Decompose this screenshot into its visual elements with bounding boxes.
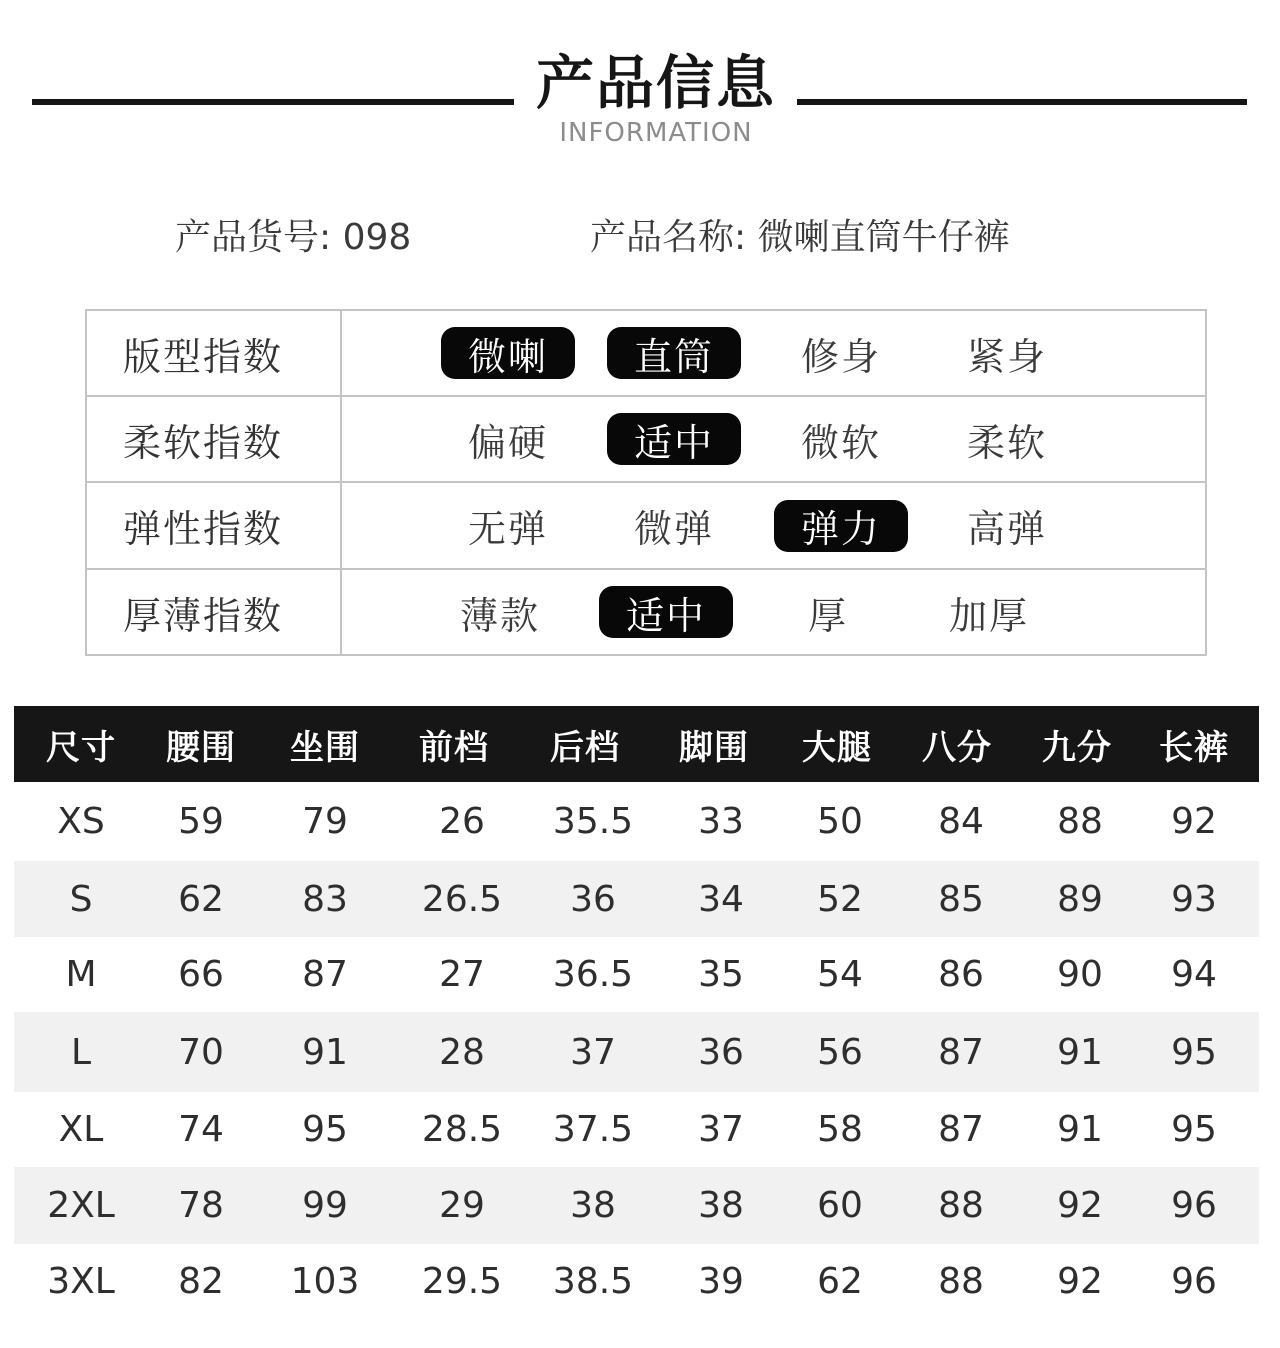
size-value-cell: 38: [698, 1185, 744, 1226]
index-option: 偏硬: [467, 420, 548, 465]
size-value-cell: 99: [302, 1185, 348, 1226]
size-value-cell: 92: [1057, 1261, 1103, 1302]
size-value-cell: 36: [570, 878, 616, 920]
size-value-cell: 37: [570, 1031, 616, 1073]
size-header-cell: 后档: [550, 727, 620, 768]
size-value-cell: 96: [1171, 1261, 1217, 1302]
index-row: [87, 311, 1205, 397]
size-value-cell: 95: [1171, 1031, 1217, 1073]
index-row: [87, 483, 1205, 570]
index-label: 版型指数: [87, 311, 342, 395]
size-label-cell: S: [69, 878, 93, 920]
size-label-cell: XS: [57, 801, 105, 842]
size-label-cell: M: [65, 954, 97, 995]
index-option-selected: 微喇: [441, 327, 575, 379]
size-value-cell: 85: [938, 878, 984, 920]
index-row: [87, 397, 1205, 483]
index-option: 加厚: [948, 593, 1029, 638]
size-value-cell: 26.5: [421, 878, 503, 920]
size-value-cell: 26: [439, 801, 485, 842]
size-value-cell: 70: [178, 1031, 224, 1073]
size-value-cell: 95: [1171, 1109, 1217, 1150]
size-value-cell: 91: [1057, 1031, 1103, 1073]
table-row: [14, 1244, 1259, 1319]
size-table-header: [14, 706, 1259, 782]
size-value-cell: 35: [698, 954, 744, 995]
size-header-cell: 九分: [1042, 727, 1112, 768]
index-option-selected: 适中: [599, 586, 733, 638]
size-value-cell: 103: [290, 1261, 360, 1302]
size-value-cell: 39: [698, 1261, 744, 1302]
index-option: 修身: [800, 334, 881, 379]
size-header-cell: 前档: [419, 727, 489, 768]
size-value-cell: 34: [698, 878, 744, 920]
size-value-cell: 93: [1171, 878, 1217, 920]
size-value-cell: 56: [817, 1031, 863, 1073]
size-value-cell: 94: [1171, 954, 1217, 995]
size-value-cell: 87: [938, 1031, 984, 1073]
size-header-cell: 八分: [922, 727, 992, 768]
index-option: 紧身: [966, 334, 1047, 379]
index-option: 厚: [807, 593, 848, 638]
size-label-cell: L: [70, 1031, 92, 1073]
index-label: 厚薄指数: [87, 570, 342, 654]
table-row: [14, 937, 1259, 1012]
size-value-cell: 88: [938, 1261, 984, 1302]
index-option: 微软: [800, 420, 881, 465]
size-value-cell: 27: [439, 954, 485, 995]
size-value-cell: 37: [698, 1109, 744, 1150]
size-value-cell: 29: [439, 1185, 485, 1226]
table-row: [14, 1012, 1259, 1092]
size-value-cell: 33: [698, 801, 744, 842]
size-value-cell: 35.5: [552, 801, 634, 842]
size-value-cell: 50: [817, 801, 863, 842]
size-value-cell: 87: [938, 1109, 984, 1150]
size-value-cell: 62: [817, 1261, 863, 1302]
size-value-cell: 28.5: [421, 1109, 503, 1150]
index-option: 高弹: [966, 507, 1047, 551]
index-label: 弹性指数: [87, 483, 342, 568]
index-option: 微弹: [633, 507, 714, 551]
size-value-cell: 92: [1171, 801, 1217, 842]
size-value-cell: 96: [1171, 1185, 1217, 1226]
index-option: 薄款: [459, 593, 540, 638]
product-name: 产品名称: 微喇直筒牛仔裤: [590, 217, 1010, 258]
size-value-cell: 58: [817, 1109, 863, 1150]
size-value-cell: 37.5: [552, 1109, 634, 1150]
size-value-cell: 78: [178, 1185, 224, 1226]
size-value-cell: 95: [302, 1109, 348, 1150]
table-row: [14, 1167, 1259, 1244]
size-label-cell: 3XL: [47, 1261, 115, 1302]
size-value-cell: 74: [178, 1109, 224, 1150]
size-header-cell: 坐围: [290, 727, 360, 768]
size-value-cell: 83: [302, 878, 348, 920]
size-value-cell: 66: [178, 954, 224, 995]
size-value-cell: 88: [938, 1185, 984, 1226]
header-rule-right: [797, 99, 1247, 105]
size-header-cell: 大腿: [802, 727, 872, 768]
index-row: [87, 570, 1205, 654]
size-value-cell: 62: [178, 878, 224, 920]
size-value-cell: 36.5: [552, 954, 634, 995]
size-value-cell: 52: [817, 878, 863, 920]
index-table: [85, 309, 1207, 656]
size-value-cell: 79: [302, 801, 348, 842]
size-value-cell: 59: [178, 801, 224, 842]
size-value-cell: 91: [302, 1031, 348, 1073]
size-value-cell: 88: [1057, 801, 1103, 842]
size-value-cell: 38: [570, 1185, 616, 1226]
index-option: 柔软: [966, 420, 1047, 465]
size-value-cell: 60: [817, 1185, 863, 1226]
size-header-cell: 尺寸: [46, 727, 116, 768]
size-value-cell: 82: [178, 1261, 224, 1302]
size-header-cell: 脚围: [679, 727, 749, 768]
size-label-cell: XL: [58, 1109, 104, 1150]
page-subtitle: INFORMATION: [559, 118, 753, 148]
size-value-cell: 84: [938, 801, 984, 842]
size-value-cell: 87: [302, 954, 348, 995]
product-code: 产品货号: 098: [175, 217, 412, 258]
size-value-cell: 54: [817, 954, 863, 995]
page-title: 产品信息: [535, 49, 776, 117]
size-header-cell: 腰围: [166, 727, 236, 768]
size-value-cell: 36: [698, 1031, 744, 1073]
table-row: [14, 1092, 1259, 1167]
table-row: [14, 782, 1259, 861]
index-option-selected: 弹力: [774, 500, 908, 552]
index-option: 无弹: [467, 507, 548, 551]
size-value-cell: 28: [439, 1031, 485, 1073]
size-value-cell: 86: [938, 954, 984, 995]
index-option-selected: 适中: [607, 413, 741, 465]
size-value-cell: 29.5: [421, 1261, 503, 1302]
size-header-cell: 长裤: [1159, 727, 1229, 768]
size-value-cell: 38.5: [552, 1261, 634, 1302]
index-label: 柔软指数: [87, 397, 342, 481]
size-value-cell: 91: [1057, 1109, 1103, 1150]
header-rule-left: [32, 99, 514, 105]
size-value-cell: 92: [1057, 1185, 1103, 1226]
size-value-cell: 89: [1057, 878, 1103, 920]
size-label-cell: 2XL: [47, 1185, 115, 1226]
size-value-cell: 90: [1057, 954, 1103, 995]
index-option-selected: 直筒: [607, 327, 741, 379]
table-row: [14, 861, 1259, 937]
